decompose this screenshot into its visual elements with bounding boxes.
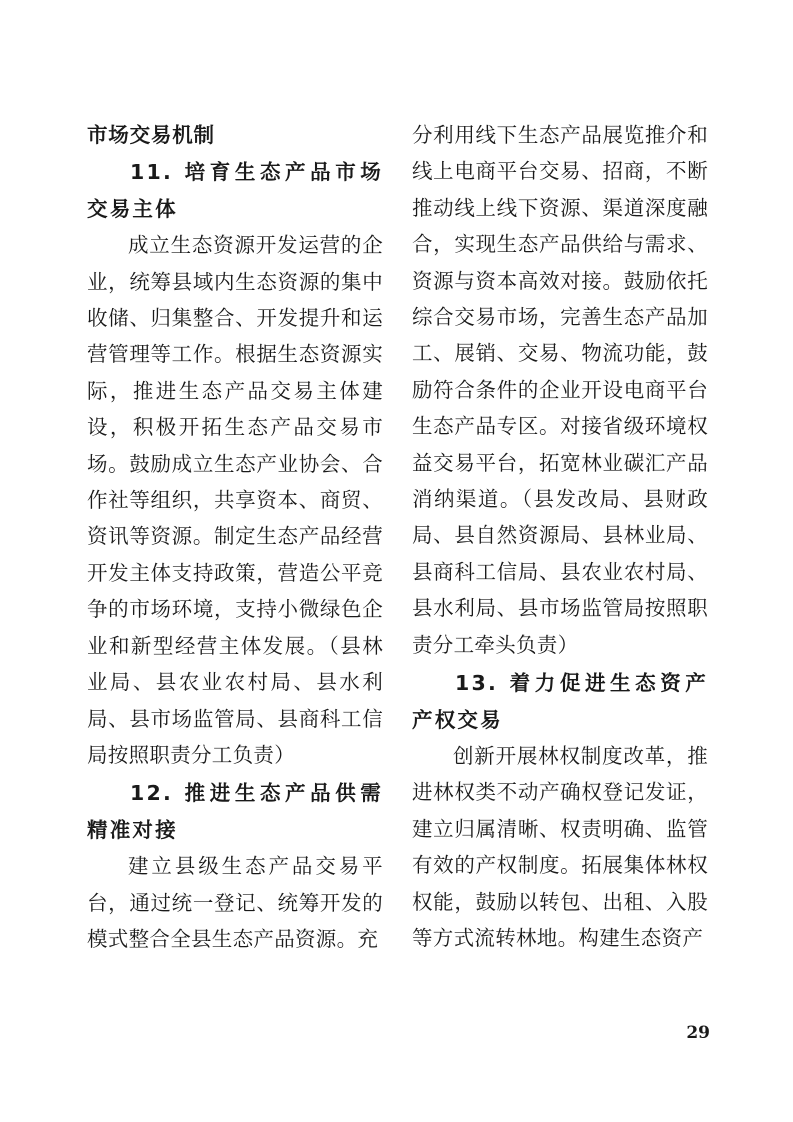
- section-subhead: 市场交易机制: [87, 123, 215, 147]
- paragraph-13: 创新开展林权制度改革，推进林权类不动产确权登记发证，建立归属清晰、权责明确、监管有效的产权制度。拓展集体林权权能，鼓励以转包、出租、入股等方式流转林地。构建生态资产: [412, 743, 708, 950]
- paragraph-12-continued: 分利用线下生态产品展览推介和线上电商平台交易、招商，不断推动线上线下资源、渠道深度融合，实现生态产品供给与需求、资源与资本高效对接。鼓励依托综合交易市场，完善生态产品加工、展销、交易、物流功能，鼓励符合条件的企业开设电商平台生态产品专区。对接省级环境权益交易平台，拓宽林业碳汇产品消纳渠道。（县发改局、县财政局、县自然资源局、县林业局、县商科工信局、县农业农村局、县水利局、县市场监管局按照职责分工牵头负责）: [412, 123, 708, 657]
- heading-13: 13. 着力促进生态资产产权交易: [412, 671, 708, 732]
- left-column: [87, 117, 383, 957]
- heading-11: 11. 培育生态产品市场交易主体: [87, 160, 383, 221]
- paragraph-12: 建立县级生态产品交易平台，通过统一登记、统筹开发的模式整合全县生态产品资源。充: [87, 854, 383, 951]
- right-column: [412, 117, 708, 956]
- page-number: 29: [686, 1023, 710, 1043]
- paragraph-11: 成立生态资源开发运营的企业，统筹县域内生态资源的集中收储、归集整合、开发提升和运营管理等工作。根据生态资源实际，推进生态产品交易主体建设，积极开拓生态产品交易市场。鼓励成立生态产业协会、合作社等组织，共享资本、商贸、资讯等资源。制定生态产品经营开发主体支持政策，营造公平竞争的市场环境，支持小微绿色企业和新型经营主体发展。（县林业局、县农业农村局、县水利局、县市场监管局、县商科工信局按照职责分工负责）: [87, 233, 383, 767]
- heading-12: 12. 推进生态产品供需精准对接: [87, 781, 383, 842]
